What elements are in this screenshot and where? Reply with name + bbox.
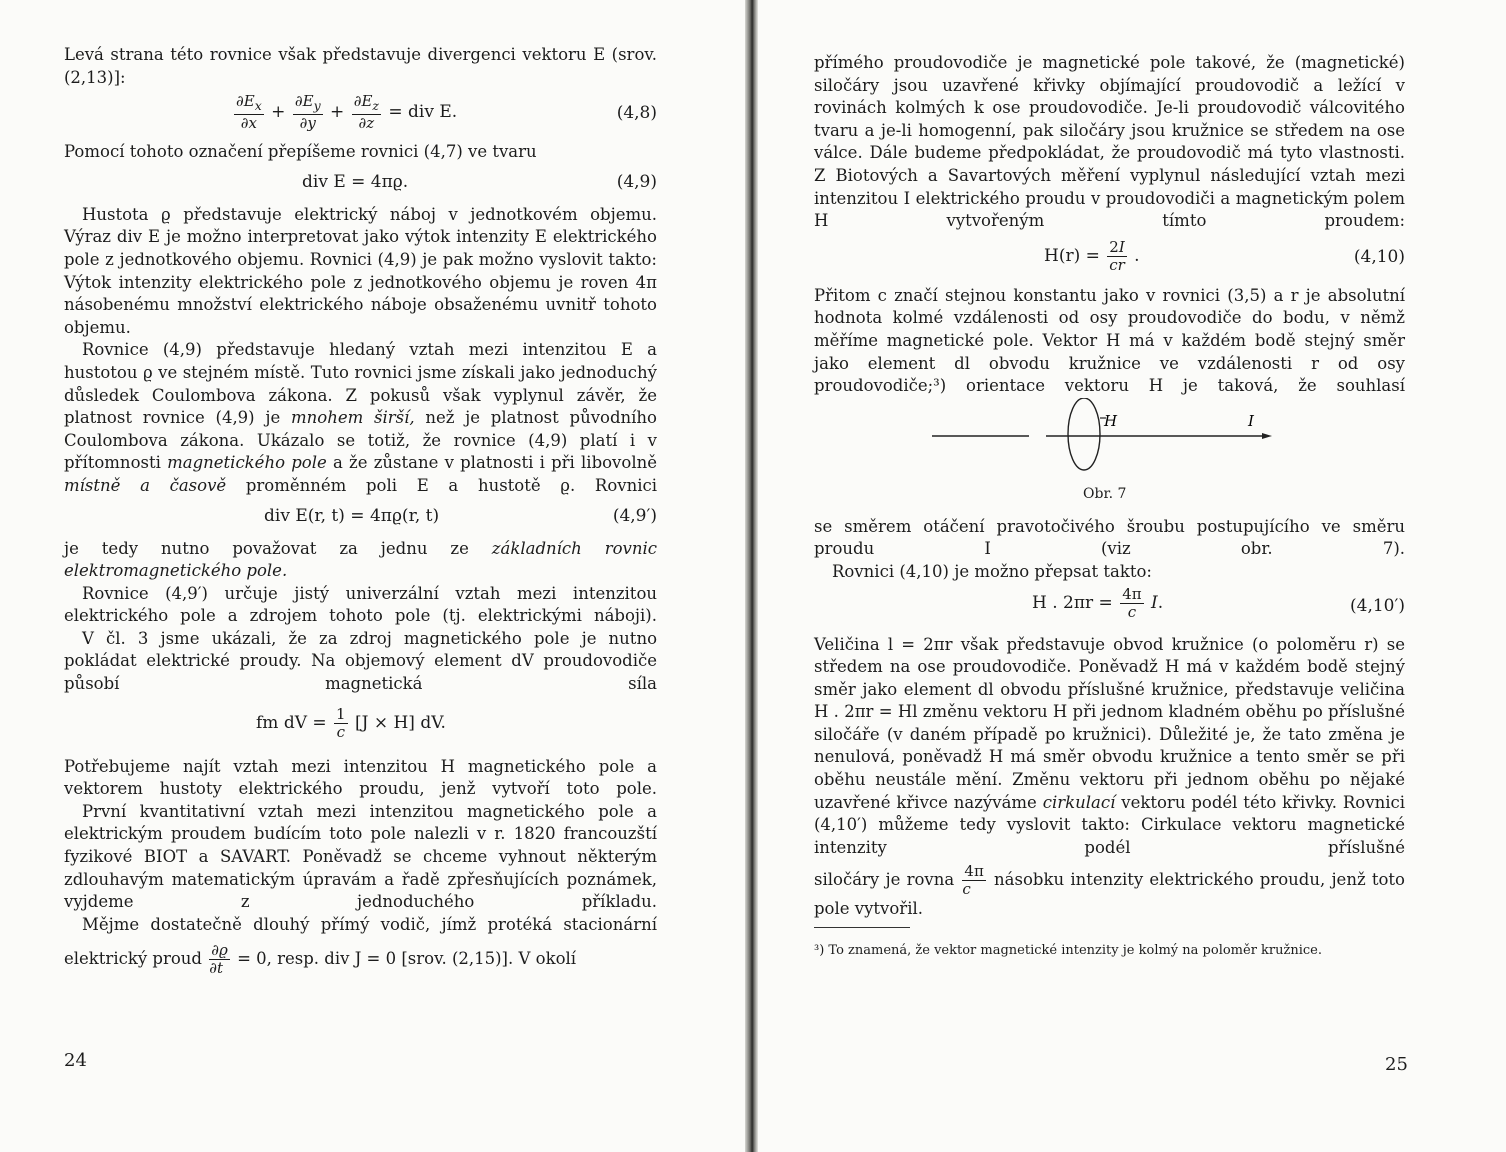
- equation-number: (4,9′): [612, 505, 657, 526]
- equation-4-9-prime: [64, 498, 657, 538]
- paragraph: přímého proudovodiče je magnetické pole takové, že (magnetické) siločáry jsou uzavřené křivky objímající proudovodič a ležící v rovinách kolmých k ose proudovodiče. Je-li proudovodič válcovitého tvaru a je-li homogenní, pak siločáry jsou kružnice se středem na ose válce. Dále budeme předpokládat, že proudovodič má tyto vlastnosti. Z Biotových a Savartových měření vyplynul následující vztah mezi intenzitou I elektrického proudu v proudovodiči a magnetickým polem H vytvořeným tímto proudem:: [814, 53, 1405, 231]
- equation-4-10: H(r) = $\frac{2I}{cr}$ . (4,10): [1044, 237, 1405, 274]
- paragraph: se směrem otáčení pravotočivého šroubu postupujícího ve směru proudu I (viz obr. 7).: [814, 516, 1405, 559]
- equation-4-9: [64, 164, 657, 204]
- right-page: [758, 0, 1506, 1152]
- field-line-circle: [1068, 398, 1100, 470]
- paragraph: Rovnice (4,9′) určuje jistý univerzální vztah mezi intenzitou elektrického pole a zdrojem tohoto pole (tj. elektrickými náboji).: [64, 583, 657, 626]
- equation-body: div E(r, t) = 4πϱ(r, t): [264, 505, 440, 526]
- equation-number: (4,8): [616, 103, 657, 124]
- left-page: [0, 0, 745, 1152]
- footnote: ³) To znamená, že vektor magnetické intenzity je kolmý na poloměr kružnice.: [814, 943, 1322, 959]
- paragraph: Rovnice (4,9) představuje hledaný vztah mezi intenzitou E a hustotou ϱ ve stejném místě. Tuto rovnici jsme získali jako jednoduchý důsledek Coulombova zákona. Z pokusů však vyplynul závěr, že platnost rovnice (4,9) je mnohem širší, než je platnost původního Coulombova zákona. Ukázalo se totiž, že rovnice (4,9) platí i v přítomnosti magnetického pole a že zůstane v platnosti i při libovolně místně a časově proměnném poli E a hustotě ϱ. Rovnici: [64, 340, 658, 495]
- page-number: 24: [64, 1050, 87, 1071]
- paragraph: je tedy nutno považovat za jednu ze základních rovnic elektromagnetického pole.: [64, 538, 657, 581]
- right-text-column: [814, 52, 1405, 973]
- equation-number: (4,10): [1353, 246, 1405, 267]
- footnote-rule: [814, 927, 910, 928]
- paragraph: Veličina l = 2πr však představuje obvod kružnice (o poloměru r) se středem na ose proudovodiče. Poněvadž H má v každém bodě stejný směr jako element dl obvodu příslušné kružnice, představuje veličina H . 2πr = Hl změnu vektoru H při jednom kladném oběhu po příslušné siločáře (v daném případě po kružnici). Důležité je, že tato změna je nenulová, poněvadž H má směr obvodu kružnice a tento směr se při oběhu neustále mění. Změnu vektoru při jednom oběhu po nějaké uzavřené křivce nazýváme cirkulací vektoru podél této křivky. Rovnici (4,10′) můžeme tedy vyslovit takto: Cirkulace vektoru magnetické intenzity podél příslušné: [814, 634, 1405, 857]
- paragraph: Hustota ϱ představuje elektrický náboj v jednotkovém objemu. Výraz div E je možno interpretovat jako výtok intenzity E elektrického pole z jednotkového objemu. Rovnici (4,9) je pak možno vyslovit takto: Výtok intenzity elektrického pole z jednotkového objemu je roven 4π násobenému množství elektrického náboje obsaženému uvnitř tohoto objemu.: [64, 204, 657, 337]
- paragraph: V čl. 3 jsme ukázali, že za zdroj magnetického pole je nutno pokládat elektrické proudy. Na objemový element dV proudovodiče působí magnetická síla: [64, 628, 657, 694]
- equation-4-8: $\frac{\partial E_x}{\partial x}$ + $\frac{\partial E_y}{\partial y}$ + $\frac{\partial E_z}{\partial z}$ = div E. (4,8): [236, 92, 657, 133]
- equation-number: (4,9): [616, 171, 657, 192]
- fig-label-h: H: [1104, 411, 1118, 430]
- paragraph: Mějme dostatečně dlouhý přímý vodič, jímž protéká stacionární: [82, 914, 657, 934]
- figure-7: [814, 398, 1405, 516]
- current-arrow: [1262, 433, 1272, 439]
- paragraph: elektrický proud $\frac{\partial ϱ}{\partial t}$ = 0, resp. div J = 0 [srov. (2,15)]. V okolí: [64, 941, 577, 978]
- equation-4-10-prime: H . 2πr = $\frac{4\pi}{c}$ I. (4,10′): [1032, 584, 1405, 621]
- book-gutter: [745, 0, 758, 1152]
- paragraph: Levá strana této rovnice však představuje divergenci vektoru E (srov. (2,13)]:: [64, 45, 657, 87]
- left-text-column: [64, 44, 657, 977]
- equation-number: (4,10′): [1350, 595, 1405, 616]
- equation-magnetic-force: fm dV = $\frac{1}{c}$ [J × H] dV.: [256, 704, 446, 741]
- paragraph: Přitom c značí stejnou konstantu jako v rovnici (3,5) a r je absolutní hodnota kolmé vzdálenosti od osy proudovodiče do bodu, v němž měříme magnetické pole. Vektor H má v každém bodě stejný směr jako element dl obvodu kružnice ve vzdálenosti r od osy proudovodiče;³) orientace vektoru H je taková, že souhlasí: [814, 285, 1405, 396]
- fig-label-i: I: [1248, 411, 1254, 430]
- page-number: 25: [1385, 1054, 1408, 1075]
- equation-rhs: = div E.: [388, 102, 458, 123]
- paragraph: Pomocí tohoto označení přepíšeme rovnici (4,7) ve tvaru: [64, 142, 537, 162]
- paragraph: Rovnici (4,10) je možno přepsat takto:: [832, 561, 1152, 581]
- paragraph: siločáry je rovna $\frac{4\pi}{c}$ násobku intenzity elektrického proudu, jenž toto pole vytvořil.: [814, 862, 1405, 919]
- paragraph: První kvantitativní vztah mezi intenzitou magnetického pole a elektrickým proudem budícím toto pole nalezli v r. 1820 francouzští fyzikové BIOT a SAVART. Poněvadž se chceme vyhnout některým zdlouhavým matematickým úpravám a řadě zpřesňujících poznámek, vyjdeme z jednoduchého příkladu.: [64, 801, 657, 912]
- figure-caption: Obr. 7: [1083, 485, 1127, 502]
- paragraph: Potřebujeme najít vztah mezi intenzitou H magnetického pole a vektorem hustoty elektrického proudu, jenž vytvoří toto pole.: [64, 756, 657, 799]
- equation-body: div E = 4πϱ.: [302, 171, 409, 192]
